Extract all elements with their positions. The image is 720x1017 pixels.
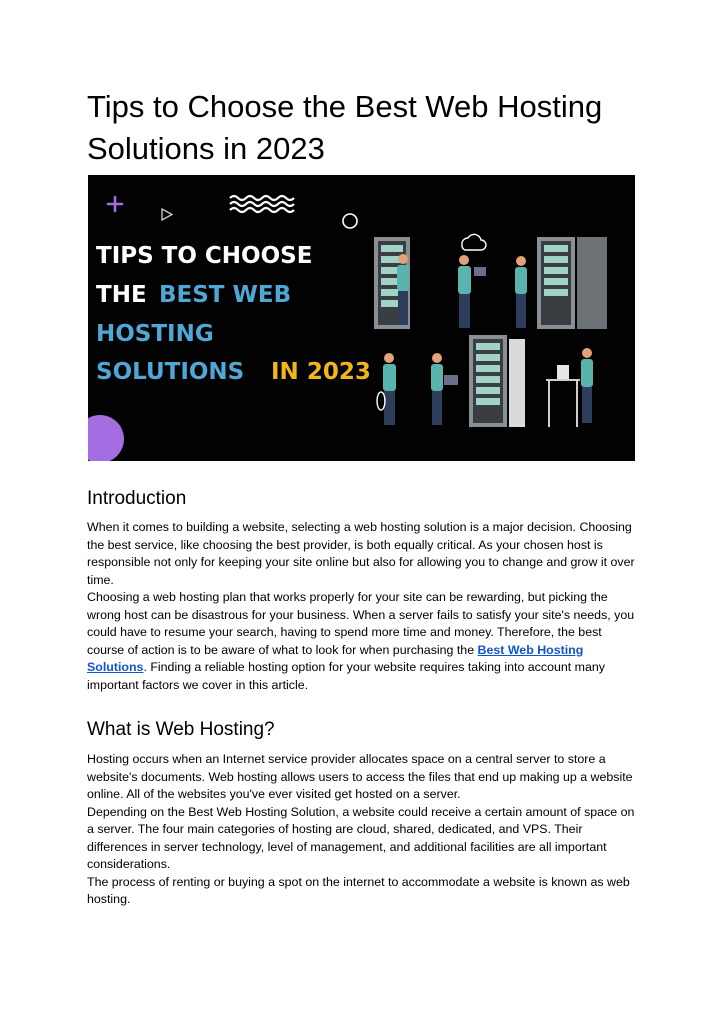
hero-line-3: HOSTING — [96, 321, 214, 347]
what-is-web-hosting-section — [87, 718, 635, 909]
plus-icon — [108, 197, 122, 211]
paragraph-text: Choosing a web hosting plan that works properly for your site can be rewarding, but picking the wrong host can be disastrous for your business. When a server fails to satisfy your site's needs, you could have to resume your search, having to spend more time and money. Therefore, the best course of action is to be aware of what to look for when purchasing the — [87, 590, 635, 657]
wave-lines-decoration — [230, 196, 294, 212]
paragraph: The process of renting or buying a spot on the internet to accommodate a website is known as web hosting. — [87, 874, 630, 906]
cloud-icon — [462, 234, 486, 250]
section-heading: Introduction — [87, 488, 187, 509]
hero-line-2-b: BEST WEB — [159, 282, 292, 308]
hero-banner-image — [88, 175, 635, 461]
hero-line-2-a: THE — [96, 282, 147, 308]
person-illustration — [515, 256, 527, 328]
person-illustration — [377, 353, 396, 425]
paragraph-text: . Finding a reliable hosting option for your website requires taking into account many important factors we cover in this article. — [87, 660, 605, 692]
desk-illustration — [546, 365, 580, 427]
paragraph: Hosting occurs when an Internet service provider allocates space on a central server to store a website's documents. Web hosting allows users to access the files that end up making up a website online. All of the websites you've ever visited get hosted on a server. — [87, 752, 633, 801]
paragraph: When it comes to building a website, selecting a web hosting solution is a major decision. Choosing the best service, like choosing the best provider, is both equally critical. As your chosen host is responsible not only for keeping your site online but also for allowing you to change and grow it over time. — [87, 520, 635, 587]
circle-outline-decoration — [343, 214, 357, 228]
hero-line-4-b: IN 2023 — [271, 359, 371, 385]
page-title: Tips to Choose the Best Web Hosting Solutions in 2023 — [87, 89, 603, 166]
hero-line-4-a: SOLUTIONS — [96, 359, 245, 385]
person-illustration — [581, 348, 593, 423]
paragraph — [87, 589, 635, 694]
person-illustration — [431, 353, 458, 425]
best-web-hosting-solutions-link[interactable]: Best Web Hosting Solutions — [87, 642, 584, 674]
person-illustration — [458, 255, 486, 328]
play-triangle-icon — [162, 209, 172, 220]
paragraph: Depending on the Best Web Hosting Solution, a website could receive a certain amount of space on a server. The four main categories of hosting are cloud, shared, dedicated, and VPS. Their differences in server technology, level of management, and additional facilities are all important considerations. — [87, 804, 635, 871]
server-rack-illustration — [469, 335, 525, 427]
hero-line-1: TIPS TO CHOOSE — [96, 243, 313, 269]
server-rack-illustration — [537, 237, 607, 329]
section-heading: What is Web Hosting? — [87, 719, 275, 740]
purple-circle-decoration — [88, 415, 124, 461]
introduction-section — [87, 487, 635, 694]
